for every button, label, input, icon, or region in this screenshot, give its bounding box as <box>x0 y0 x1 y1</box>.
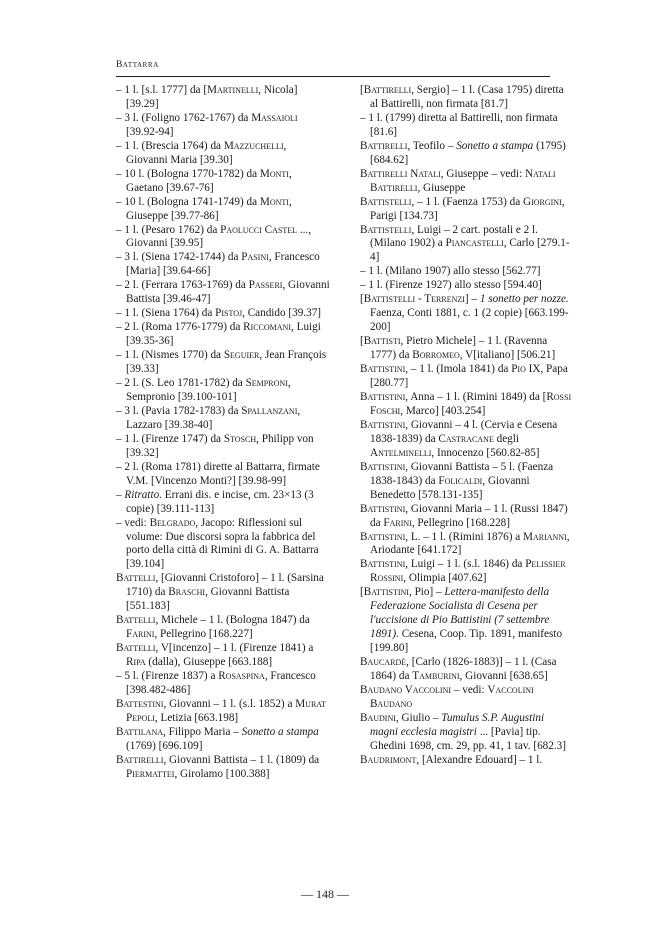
index-entry: – vedi: Belgrado, Jacopo: Riflessioni sul volume: Due discorsi sopra la fabbrica del porto della città di Rimini di G. A. Battarra [39.104] <box>116 517 330 573</box>
index-entry: – 2 l. (Roma 1781) dirette al Battarra, firmate V.M. [Vincenzo Monti?] [39.98-99] <box>116 461 330 489</box>
header-rule <box>116 76 550 77</box>
index-entry: – 1 l. (Siena 1764) da Pistoj, Candido [39.37] <box>116 307 330 321</box>
index-entry: Battestini, Giovanni – 1 l. (s.l. 1852) a Murat Pepoli, Letizia [663.198] <box>116 697 327 724</box>
running-head: Battarra <box>116 60 159 70</box>
index-entry: – 1 l. [s.l. 1777] da [Martinelli, Nicola] [39.29] <box>116 84 330 112</box>
index-entry: Battistelli, – 1 l. (Faenza 1753) da Giorgini, Parigi [134.73] <box>360 195 565 222</box>
index-entry: Battistelli, Luigi – 2 cart. postali e 2 l. (Milano 1902) a Piancastelli, Carlo [279.1-4] <box>360 223 570 264</box>
index-entry: Battistini, L. – 1 l. (Rimini 1876) a Marianni, Ariodante [641.172] <box>360 530 570 557</box>
index-entry: Baudano Vaccolini – vedi: Vaccolini Baudano <box>360 683 534 710</box>
index-entry: – Ritratto. Errani dis. e incise, cm. 23×13 (3 copie) [39.111-113] <box>116 489 330 517</box>
index-entry: Battistini, Luigi – 1 l. (s.l. 1846) da Pelissier Rossini, Olimpia [407.62] <box>360 558 566 585</box>
index-entry: – 3 l. (Siena 1742-1744) da Pasini, Francesco [Maria] [39.64-66] <box>116 251 330 279</box>
index-entry: Battirelli Natali, Giuseppe – vedi: Natali Battirelli, Giuseppe <box>360 167 556 194</box>
index-entry: Battistini, Giovanni Battista – 5 l. (Faenza 1838-1843) da Folicaldi, Giovanni Benedetto [578.131-135] <box>360 460 554 501</box>
index-entry: Battelli, Michele – 1 l. (Bologna 1847) da Farini, Pellegrino [168.227] <box>116 614 310 641</box>
index-entry: Battelli, [Giovanni Cristoforo] – 1 l. (Sarsina 1710) da Braschi, Giovanni Battista [551.183] <box>116 572 324 613</box>
index-entry: – 1 l. (Firenze 1747) da Stosch, Philipp von [39.32] <box>116 433 330 461</box>
index-entry: Baudini, Giulio – Tumulus S.P. Augustini magni ecclesia magistri ... [Pavia] tip. Ghedini 1698, cm. 29, pp. 41, 1 tav. [682.3] <box>360 711 566 752</box>
index-entry: – 3 l. (Pavia 1782-1783) da Spallanzani, Lazzaro [39.38-40] <box>116 405 330 433</box>
index-entry: – 1 l. (Firenze 1927) allo stesso [594.40] <box>360 279 574 293</box>
index-entry: Baudrimont, [Alexandre Edouard] – 1 l. <box>360 753 543 766</box>
index-entry: – 1 l. (Pesaro 1762) da Paolucci Castel ..., Giovanni [39.95] <box>116 224 330 252</box>
index-entry: – 2 l. (Ferrara 1763-1769) da Passeri, Giovanni Battista [39.46-47] <box>116 279 330 307</box>
index-entry: Battistini, Giovanni – 4 l. (Cervia e Cesena 1838-1839) da Castracane degli Antelminelli, Innocenzo [560.82-85] <box>360 418 558 459</box>
index-entry: Battistini, Anna – 1 l. (Rimini 1849) da [Rossi Foschi, Marco] [403.254] <box>360 390 572 417</box>
index-entry: – 2 l. (S. Leo 1781-1782) da Semproni, Sempronio [39.100-101] <box>116 377 330 405</box>
index-entry: [Battistini, Pio] – Lettera-manifesto della Federazione Socialista di Cesena per l'uccisione di Pio Battistini (7 settembre 1891). Cesena, Coop. Tip. 1891, manifesto [199.80] <box>360 586 563 655</box>
index-entry: – 10 l. (Bologna 1770-1782) da Monti, Gaetano [39.67-76] <box>116 168 330 196</box>
index-entry: [Battistelli - Terrenzi] – 1 sonetto per nozze. Faenza, Conti 1881, c. 1 (2 copie) [663.199-200] <box>360 293 569 334</box>
index-entry: Battirelli, Giovanni Battista – 1 l. (1809) da Piermattei, Girolamo [100.388] <box>116 753 320 780</box>
index-entry: – 10 l. (Bologna 1741-1749) da Monti, Giuseppe [39.77-86] <box>116 196 330 224</box>
index-entry: – 5 l. (Firenze 1837) a Rosaspina, Francesco [398.482-486] <box>116 670 330 698</box>
index-entry: Battistini, Giovanni Maria – 1 l. (Russi 1847) da Farini, Pellegrino [168.228] <box>360 502 568 529</box>
index-entry: – 1 l. (Nismes 1770) da Seguier, Jean François [39.33] <box>116 349 330 377</box>
index-entry: Battirelli, Teofilo – Sonetto a stampa (1795) [684.62] <box>360 139 566 166</box>
page-number: — 148 — <box>301 887 349 901</box>
index-entry: Battistini, – 1 l. (Imola 1841) da Pio IX, Papa [280.77] <box>360 363 568 390</box>
index-entry: – 3 l. (Foligno 1762-1767) da Massaioli [39.92-94] <box>116 112 330 140</box>
right-column <box>360 84 574 768</box>
index-entry: Battilana, Filippo Maria – Sonetto a stampa (1769) [696.109] <box>116 725 319 752</box>
index-entry: – 2 l. (Roma 1776-1779) da Riccomani, Luigi [39.35-36] <box>116 321 330 349</box>
index-entry: [Battirelli, Sergio] – 1 l. (Casa 1795) diretta al Battirelli, non firmata [81.7] <box>360 84 564 110</box>
index-entry: Battelli, V[incenzo] – 1 l. (Firenze 1841) a Ripa (dalla), Giuseppe [663.188] <box>116 642 314 669</box>
index-entry: – 1 l. (1799) diretta al Battirelli, non firmata [81.6] <box>360 112 574 140</box>
left-column <box>116 84 330 782</box>
index-entry: Baucardè, [Carlo (1826-1883)] – 1 l. (Casa 1864) da Tamburini, Giovanni [638.65] <box>360 656 557 683</box>
index-entry: – 1 l. (Brescia 1764) da Mazzuchelli, Giovanni Maria [39.30] <box>116 140 330 168</box>
index-entry: [Battisti, Pietro Michele] – 1 l. (Ravenna 1777) da Borromeo, V[italiano] [506.21] <box>360 335 556 362</box>
index-entry: – 1 l. (Milano 1907) allo stesso [562.77] <box>360 265 574 279</box>
